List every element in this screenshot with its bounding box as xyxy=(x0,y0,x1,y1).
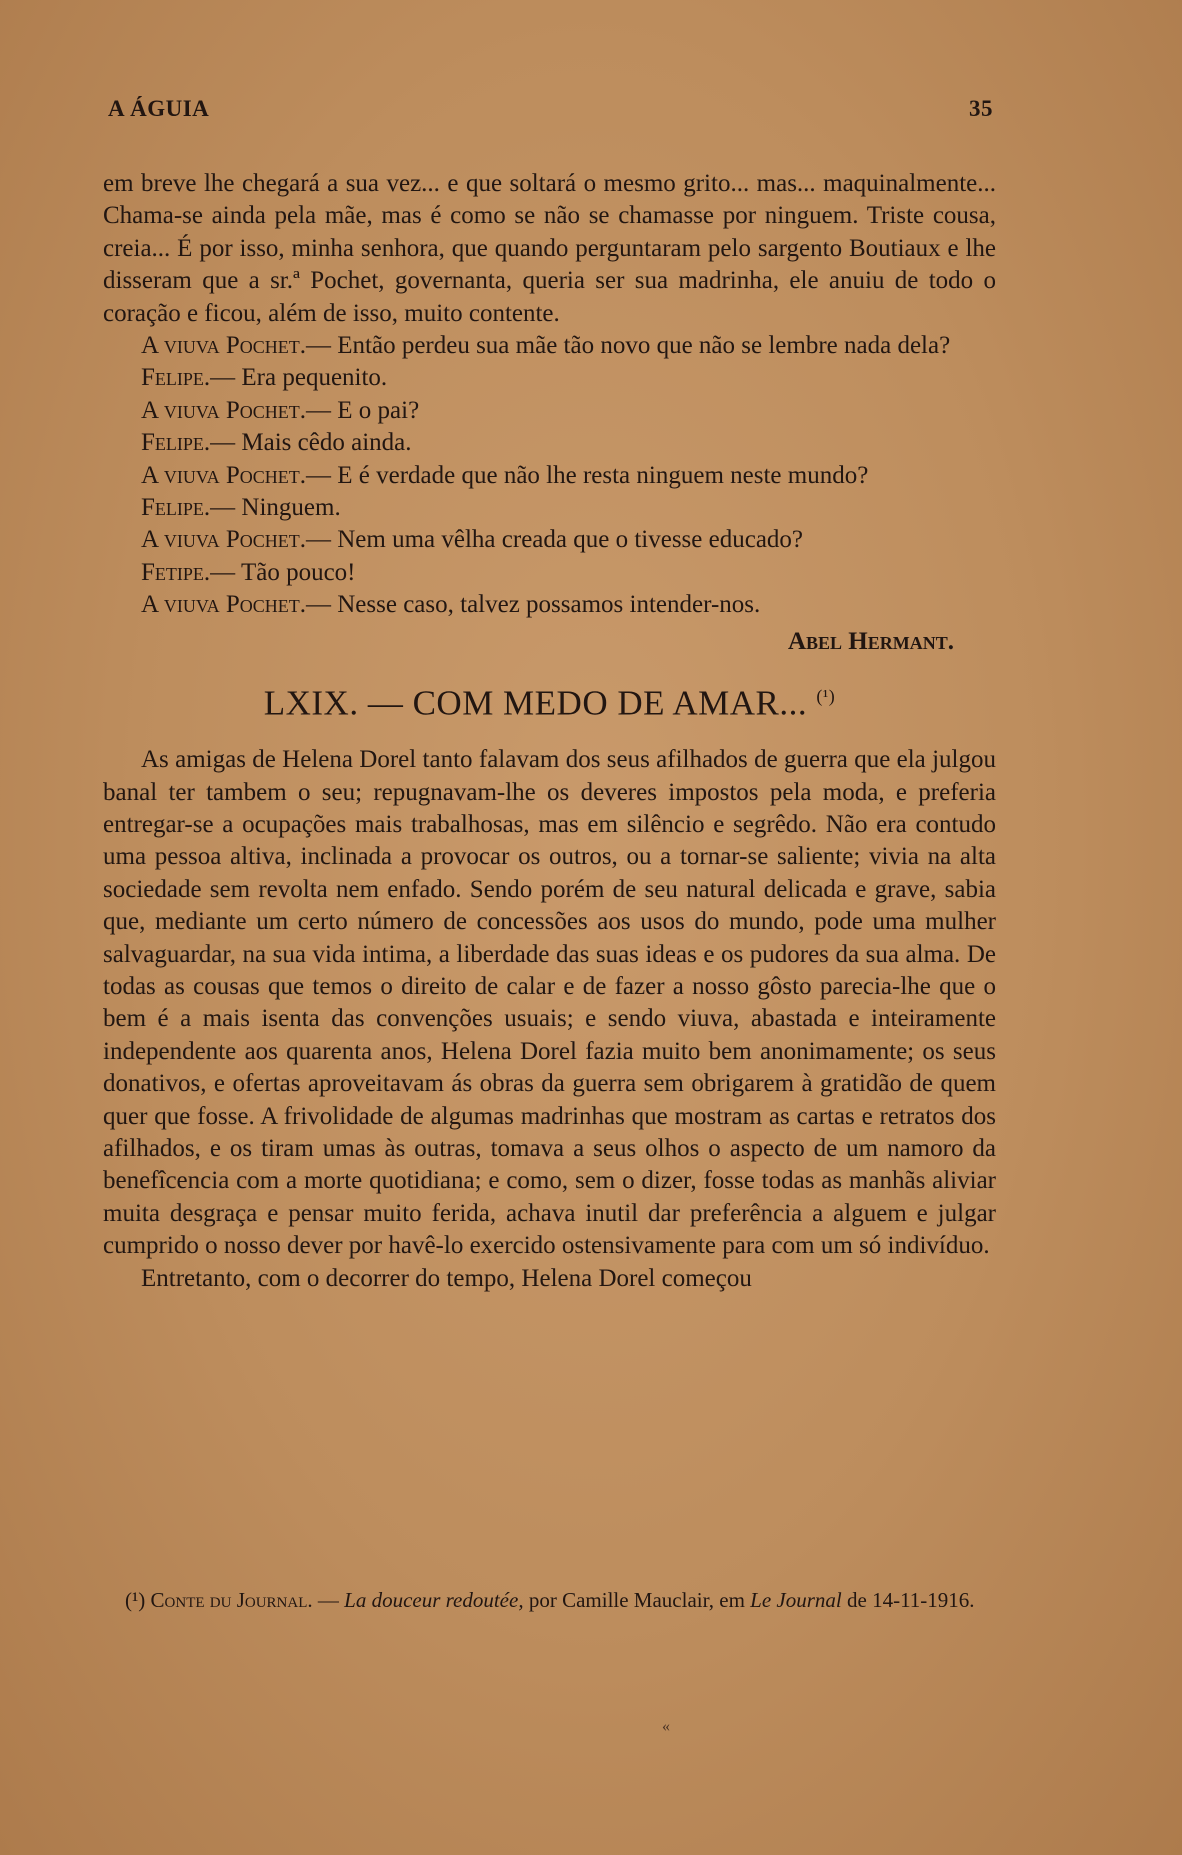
dialogue-text: — Nem uma vêlha creada que o tivesse educado? xyxy=(306,526,804,554)
author-signature: Abel Hermant. xyxy=(787,627,954,655)
dialogue-text: — E é verdade que não lhe resta ninguem neste mundo? xyxy=(306,461,869,489)
dialogue-line xyxy=(103,330,996,362)
footnote-journal: Le Journal xyxy=(750,1588,842,1612)
dialogue-text: — Era pequenito. xyxy=(210,364,388,392)
dialogue-speaker: Felipe. xyxy=(141,364,211,392)
dialogue-text: — Tão pouco! xyxy=(210,558,356,586)
dialogue-speaker: A viuva Pochet. xyxy=(141,526,306,554)
dialogue-text: — Ninguem. xyxy=(210,494,341,522)
dialogue-speaker: Fetipe. xyxy=(141,558,211,586)
dialogue-speaker: A viuva Pochet. xyxy=(141,591,306,619)
footnote-marker: (¹) xyxy=(125,1588,146,1612)
dialogue-line xyxy=(103,557,996,589)
footnote-source: Conte du Journal. xyxy=(150,1588,313,1612)
dialogue-text: — Então perdeu sua mãe tão novo que não se lembre nada dela? xyxy=(306,332,951,360)
dialogue-line xyxy=(103,427,996,459)
dialogue-speaker: A viuva Pochet. xyxy=(141,461,306,489)
page-body xyxy=(103,168,996,1295)
dialogue-speaker: Felipe. xyxy=(141,494,211,522)
dialogue-text: — Mais cêdo ainda. xyxy=(210,429,412,457)
dialogue-line xyxy=(103,589,996,621)
dialogue-line xyxy=(103,524,996,556)
chapter-paragraph: As amigas de Helena Dorel tanto falavam dos seus afilhados de guerra que ela julgou banal ter tambem o seu; repugnavam-lhe os deveres impostos pela moda, e preferia entregar-se a ocupações mais trabalhosas, mas em silêncio e segrêdo. Não era contudo uma pessoa altiva, inclinada a provocar os outros, ou a tornar-se saliente; vivia na alta sociedade sem revolta nem enfado. Sendo porém de seu natural delicada e grave, sabia que, mediante um certo número de concessões aos usos do mundo, pode uma mulher salvaguardar, na sua vida intima, a liberdade das suas ideas e os pudores da sua alma. De todas as cousas que temos o direito de calar e de fazer a nosso gôsto parecia-lhe que o bem é a mais isenta das convenções usuais; e sendo viuva, abastada e inteiramente independente aos quarenta anos, Helena Dorel fazia muito bem anonimamente; os seus donativos, e ofertas aproveitavam ás obras da guerra sem obrigarem à gratidão de quem quer que fosse. A frivolidade de algumas madrinhas que mostram as cartas e retratos dos afilhados, e os tiram umas às outras, tomava a seus olhos o aspecto de um namoro da benefîcencia com a morte quotidiana; e como, sem o dizer, fosse todas as manhãs aliviar muita desgraça e pensar muito ferida, achava inutil dar preferência a alguem e julgar cumprido o nosso dever por havê-lo exercido ostensivamente para com um só indivíduo. xyxy=(103,746,996,1260)
dialogue-line xyxy=(103,362,996,394)
dialogue-line xyxy=(103,395,996,427)
page-mark: « xyxy=(662,1718,670,1735)
chapter-heading xyxy=(103,680,996,723)
footnote-author: por Camille Mauclair, em xyxy=(523,1588,751,1612)
dialogue-speaker: A viuva Pochet. xyxy=(141,396,306,424)
dialogue-line xyxy=(103,460,996,492)
page-number: 35 xyxy=(969,96,993,121)
footnote-dash: — xyxy=(312,1588,345,1612)
footnote-reference: (¹) xyxy=(816,686,836,707)
dialogue-speaker: A viuva Pochet. xyxy=(141,332,306,360)
story-paragraph: em breve lhe chegará a sua vez... e que soltará o mesmo grito... mas... maquinalmente... Chama-se ainda pela mãe, mas é como se não se chamasse por ninguem. Triste cousa, creia... É por isso, minha senhora, que quando perguntaram pelo sargento Boutiaux e lhe disseram que a sr.ª Pochet, governanta, queria ser sua madrinha, ele anuiu de todo o coração e ficou, além de isso, muito contente. xyxy=(103,170,996,327)
dialogue-text: — E o pai? xyxy=(306,396,420,424)
footnote xyxy=(125,1588,995,1613)
footnote-date: de 14-11-1916. xyxy=(841,1588,975,1612)
dialogue-line xyxy=(103,492,996,524)
dialogue-text: — Nesse caso, talvez possamos intender-nos. xyxy=(306,591,761,619)
chapter-paragraph: Entretanto, com o decorrer do tempo, Helena Dorel começou xyxy=(141,1264,752,1292)
dialogue-speaker: Felipe. xyxy=(141,429,211,457)
footnote-work: La douceur redoutée, xyxy=(344,1588,524,1612)
chapter-title: LXIX. — COM MEDO DE AMAR... xyxy=(263,683,808,723)
running-title: A ÁGUIA xyxy=(108,96,210,121)
